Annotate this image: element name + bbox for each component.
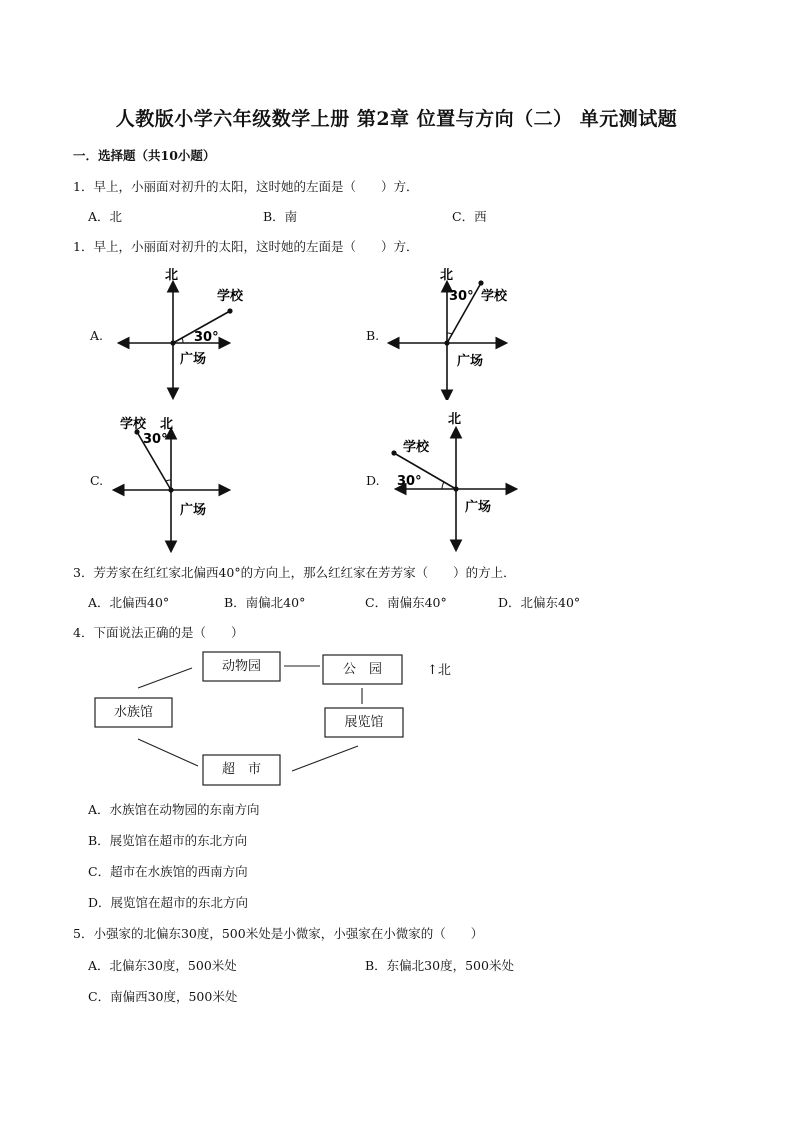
question-1-stem: 1．早上，小丽面对初升的太阳，这时她的左面是（ ）方． <box>73 179 419 194</box>
figure-b-compass <box>385 265 535 400</box>
question-3-option-b[interactable]: B．南偏北40° <box>224 595 306 610</box>
svg-text:30°: 30° <box>143 432 168 447</box>
question-5-option-b[interactable]: B．东偏北30度，500米处 <box>365 958 514 973</box>
question-1-option-c[interactable]: C．西 <box>452 209 487 224</box>
svg-text:学校: 学校 <box>217 289 244 304</box>
svg-text:北: 北 <box>448 412 462 427</box>
question-3-option-a[interactable]: A．北偏西40° <box>88 595 170 610</box>
figure-a-compass <box>110 265 260 400</box>
figure-c-compass <box>110 410 260 555</box>
north-arrow-icon: ↑北 <box>427 663 451 678</box>
question-2-option-d[interactable]: D. <box>366 473 380 488</box>
map-box-park: 公 园 <box>342 662 382 677</box>
question-5-option-c[interactable]: C．南偏西30度，500米处 <box>88 989 238 1004</box>
north-label: 北 <box>165 268 179 283</box>
map-box-exhibition: 展览馆 <box>344 715 384 730</box>
question-2-stem: 1．早上，小丽面对初升的太阳，这时她的左面是（ ）方． <box>73 239 419 254</box>
question-2-option-c[interactable]: C. <box>90 473 104 488</box>
question-4-map <box>80 640 470 790</box>
map-box-zoo: 动物园 <box>221 659 261 674</box>
svg-text:30°: 30° <box>449 289 474 304</box>
question-1-option-b[interactable]: B．南 <box>263 209 298 224</box>
question-4-option-a[interactable]: A．水族馆在动物园的东南方向 <box>88 802 260 817</box>
question-4-option-c[interactable]: C．超市在水族馆的西南方向 <box>88 864 248 879</box>
question-2-option-a[interactable]: A. <box>90 328 104 343</box>
question-4-option-b[interactable]: B．展览馆在超市的东北方向 <box>88 833 248 848</box>
question-4-stem: 4．下面说法正确的是（ ） <box>73 625 244 640</box>
question-3-option-c[interactable]: C．南偏东40° <box>365 595 447 610</box>
map-box-supermarket: 超 市 <box>221 762 261 777</box>
figure-d-compass <box>385 405 535 555</box>
svg-text:学校: 学校 <box>120 417 147 432</box>
svg-text:北: 北 <box>160 417 174 432</box>
section-heading: 一．选择题（共10小题） <box>73 148 216 163</box>
svg-text:学校: 学校 <box>481 289 508 304</box>
svg-text:广场: 广场 <box>457 354 484 369</box>
svg-text:北: 北 <box>440 268 454 283</box>
page-title: 人教版小学六年级数学上册 第2章 位置与方向（二） 单元测试题 <box>115 108 678 130</box>
svg-text:广场: 广场 <box>465 500 492 515</box>
question-3-option-d[interactable]: D．北偏东40° <box>498 595 581 610</box>
question-5-option-a[interactable]: A．北偏东30度，500米处 <box>88 958 237 973</box>
svg-text:30°: 30° <box>397 474 422 489</box>
svg-text:学校: 学校 <box>403 440 430 455</box>
question-4-option-d[interactable]: D．展览馆在超市的东北方向 <box>88 895 249 910</box>
svg-text:广场: 广场 <box>180 352 207 367</box>
question-1-option-a[interactable]: A．北 <box>88 209 123 224</box>
map-box-aquarium: 水族馆 <box>113 705 153 720</box>
svg-text:广场: 广场 <box>180 503 207 518</box>
svg-text:30°: 30° <box>194 330 219 345</box>
question-3-stem: 3．芳芳家在红红家北偏西40°的方向上，那么红红家在芳芳家（ ）的方上． <box>73 565 516 580</box>
question-5-stem: 5．小强家的北偏东30度，500米处是小微家，小强家在小微家的（ ） <box>73 926 484 941</box>
question-2-option-b[interactable]: B. <box>366 328 380 343</box>
